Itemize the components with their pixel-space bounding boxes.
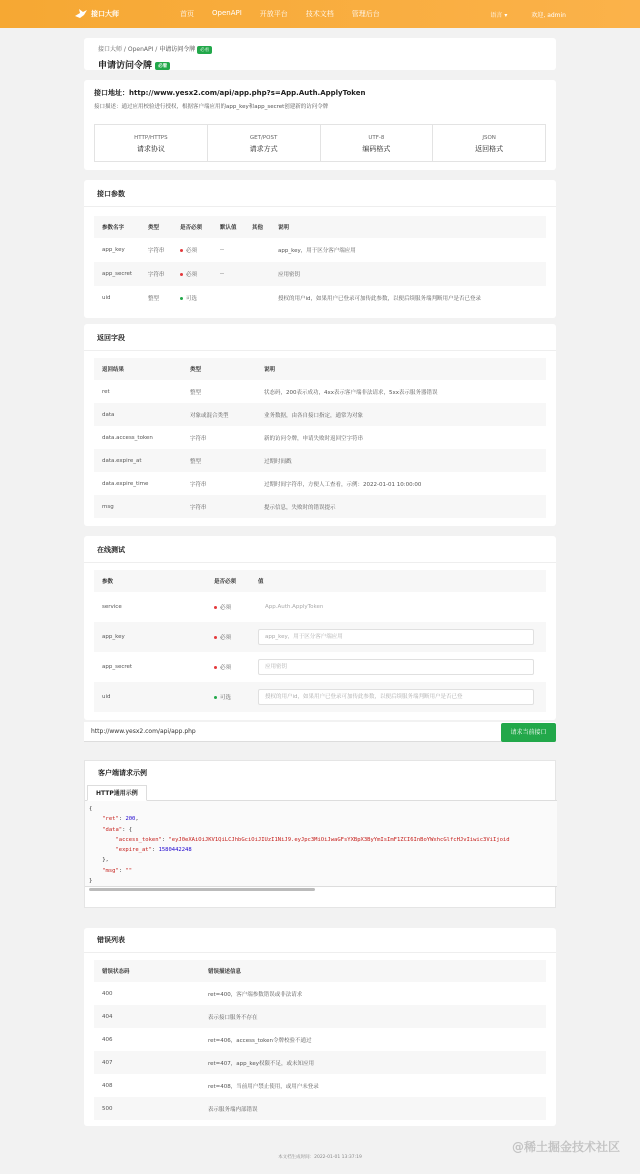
field-name: data.access_token <box>102 434 153 441</box>
nav-admin[interactable]: 管理后台 <box>351 10 380 18</box>
errors-table <box>94 960 546 1120</box>
optional-label: 可选 <box>186 296 198 302</box>
field-name: data <box>94 403 182 426</box>
table-row <box>94 472 546 495</box>
error-code: 400 <box>102 990 113 997</box>
params-table <box>94 216 546 310</box>
code-block: { "ret": 200, "data": { "access_token": "eyJ0eXAiOiJKV1QiLCJhbGciOiJIUzI1NiJ9.eyJpc3MiOiJwaGFsYXBpX3ByYmIsImF1ZCI6InBoYWxhcGlfcHJvIiwic3ViIjoid "expire_at": 1580442248 }, "msg": "" } <box>85 801 557 887</box>
nav-openapi[interactable]: OpenAPI <box>212 9 242 17</box>
col-header: 参数名字 <box>94 216 140 238</box>
optional-dot-icon <box>214 696 217 699</box>
params-card <box>84 180 556 318</box>
table-row <box>94 426 546 449</box>
main-nav <box>180 9 398 19</box>
required-label: 必须 <box>220 605 232 611</box>
client-example-card <box>84 760 556 908</box>
caret-down-icon: ▾ <box>504 12 508 19</box>
divider <box>84 206 556 207</box>
error-desc: 表示服务端内部错误 <box>200 1097 546 1120</box>
field-name: data.expire_at <box>94 449 182 472</box>
code-expire-at: 1580442248 <box>158 847 192 854</box>
col-header: 返回结果 <box>94 358 182 380</box>
field-desc: 提示信息，失败时的错误提示 <box>256 495 546 518</box>
breadcrumb-badge: 必看 <box>197 46 212 54</box>
col-header: 类型 <box>182 358 256 380</box>
code-msg: "" <box>125 867 133 874</box>
field-name: data.expire_time <box>102 480 149 487</box>
test-row-app-secret <box>94 652 546 682</box>
col-header: 参数 <box>94 570 206 592</box>
required-label: 必须 <box>220 665 232 671</box>
table-row <box>94 380 546 403</box>
table-row <box>94 1028 546 1051</box>
bird-logo-icon <box>74 8 88 19</box>
test-required <box>206 592 250 622</box>
divider <box>84 952 556 953</box>
tab-http-example[interactable]: HTTP通用示例 <box>87 785 147 801</box>
param-type: 整型 <box>148 296 160 302</box>
divider <box>84 562 556 563</box>
table-row <box>94 449 546 472</box>
errors-title: 错误列表 <box>97 936 125 944</box>
required-dot-icon <box>214 606 217 609</box>
request-url-input[interactable]: http://www.yesx2.com/api/app.php <box>91 728 196 735</box>
title-badge: 必看 <box>155 62 170 70</box>
col-header: 类型 <box>140 216 172 238</box>
field-desc: 过期时间字符串，方便人工查看，示例：2022-01-01 10:00:00 <box>264 481 422 488</box>
error-desc: ret=400，客户端参数错误或非法请求 <box>208 991 303 998</box>
app-secret-value <box>250 652 546 682</box>
param-required <box>172 286 212 310</box>
encoding-box: UTF-8 编码格式 <box>321 125 434 161</box>
breadcrumb-openapi[interactable]: OpenAPI <box>127 46 154 53</box>
param-default <box>212 286 244 310</box>
table-header <box>94 358 546 380</box>
error-code: 408 <box>102 1082 113 1089</box>
table-header <box>94 960 546 982</box>
error-desc: ret=408，当前用户禁止使用，或用户未登录 <box>208 1083 319 1090</box>
error-code: 406 <box>102 1036 113 1043</box>
col-header: 是否必须 <box>206 570 250 592</box>
table-row <box>94 1051 546 1074</box>
col-header: 默认值 <box>212 216 244 238</box>
logo[interactable] <box>74 8 119 19</box>
online-test-card <box>84 536 556 720</box>
returns-card <box>84 324 556 526</box>
test-table <box>94 570 546 712</box>
col-header: 错误状态码 <box>94 960 200 982</box>
endpoint-url: 接口地址：http://www.yesx2.com/api/app.php?s=App.Auth.ApplyToken <box>94 89 366 97</box>
welcome-user[interactable]: 欢迎, admin <box>531 12 566 19</box>
field-desc: 业务数据，由各自接口指定，通常为对象 <box>256 403 546 426</box>
field-type: 对象或混合类型 <box>182 403 256 426</box>
param-desc: 授权的用户id，如果用户已登录可加传此参数，以便后续服务端判断用户是否已登录 <box>278 296 482 302</box>
footer-generated-time: 本文档生成时间：2022-01-01 13:37:19 <box>278 1155 362 1160</box>
param-other <box>244 238 270 262</box>
table-header <box>94 570 546 592</box>
optional-dot-icon <box>180 297 183 300</box>
param-name: uid <box>102 295 111 301</box>
table-row <box>94 1005 546 1028</box>
test-row-uid <box>94 682 546 712</box>
logo-text: 接口大师 <box>91 9 119 18</box>
code-tabs <box>85 785 557 801</box>
col-header: 是否必须 <box>172 216 212 238</box>
param-desc: 应用密钥 <box>270 262 546 286</box>
table-row <box>94 495 546 518</box>
param-other <box>244 262 270 286</box>
table-row <box>94 1097 546 1120</box>
test-required <box>206 622 250 652</box>
param-required <box>172 238 212 262</box>
error-desc: 表示接口服务不存在 <box>200 1005 546 1028</box>
required-dot-icon <box>214 636 217 639</box>
table-row <box>94 1074 546 1097</box>
field-type: 字符串 <box>182 495 256 518</box>
required-label: 必须 <box>220 635 232 641</box>
returns-table <box>94 358 546 518</box>
field-name: ret <box>102 388 110 395</box>
errors-card <box>84 928 556 1126</box>
error-code: 500 <box>94 1097 200 1120</box>
param-name: app_key <box>102 247 125 253</box>
field-type: 整型 <box>182 449 256 472</box>
protocol-box: HTTP/HTTPS 请求协议 <box>95 125 208 161</box>
error-code: 404 <box>94 1005 200 1028</box>
request-url-bar <box>84 722 556 742</box>
format-box: JSON 返回格式 <box>475 135 504 153</box>
required-dot-icon <box>214 666 217 669</box>
optional-label: 可选 <box>220 695 232 701</box>
table-header <box>94 216 546 238</box>
param-other <box>244 286 270 310</box>
table-row <box>94 286 546 310</box>
col-header: 说明 <box>256 358 546 380</box>
service-value <box>250 592 546 622</box>
code-access-token: "eyJ0eXAiOiJKV1QiLCJhbGciOiJIUzI1NiJ9.eyJpc3MiOiJwaGFsYXBpX3ByYmIsImF1ZCI6InBoYWxhcGlfcHJvIiwic3ViIjoid <box>168 836 510 843</box>
endpoint-card <box>84 80 556 170</box>
field-desc: 新的访问令牌，申请失败时返回空字符串 <box>264 435 364 442</box>
breadcrumb: 接口大师 / OpenAPI / 申请访问令牌 必看 <box>98 44 212 54</box>
table-row <box>94 982 546 1005</box>
app-key-value <box>250 622 546 652</box>
col-header: 错误描述信息 <box>200 960 546 982</box>
test-row-app-key <box>94 622 546 652</box>
horizontal-scrollbar[interactable] <box>89 888 315 891</box>
field-type: 字符串 <box>190 435 207 442</box>
col-header: 值 <box>250 570 546 592</box>
app-secret-input[interactable]: 应用密钥 <box>258 659 534 675</box>
test-required <box>206 682 250 712</box>
page-title: 申请访问令牌 <box>98 61 153 71</box>
method-box: GET/POST 请求方式 <box>208 125 321 161</box>
table-row <box>94 262 546 286</box>
page-title-row <box>98 58 170 71</box>
error-desc: ret=407，app_key权限不足，或未知应用 <box>200 1051 546 1074</box>
params-title: 接口参数 <box>97 190 125 198</box>
col-header: 其他 <box>244 216 270 238</box>
field-type: 字符串 <box>190 481 207 488</box>
client-title: 客户端请求示例 <box>98 769 147 777</box>
test-param-name: app_secret <box>102 664 133 670</box>
param-name: app_secret <box>94 262 140 286</box>
test-param-name: service <box>102 604 122 610</box>
test-required <box>206 652 250 682</box>
table-row <box>94 238 546 262</box>
code-ret: 200 <box>125 816 136 823</box>
returns-title: 返回字段 <box>97 334 125 342</box>
service-input: App.Auth.ApplyToken <box>265 604 324 610</box>
breadcrumb-home[interactable]: 接口大师 <box>98 46 123 53</box>
endpoint-description: 接口描述：通过应用校验进行授权，根据客户端应用的app_key和app_secret创建新的访问令牌 <box>94 104 329 110</box>
required-label: 必须 <box>186 248 198 254</box>
param-type: 字符串 <box>148 248 165 254</box>
test-title: 在线测试 <box>97 546 125 554</box>
required-dot-icon <box>180 273 183 276</box>
required-label: 必须 <box>186 272 198 278</box>
param-desc: app_key，用于区分客户端应用 <box>278 248 356 254</box>
field-desc: 状态码，200表示成功，4xx表示客户端非法请求，5xx表示服务器错误 <box>264 389 438 396</box>
divider <box>84 350 556 351</box>
nav-docs[interactable]: 技术文档 <box>305 10 334 18</box>
param-type: 字符串 <box>140 262 172 286</box>
field-desc: 过期时间戳 <box>256 449 546 472</box>
language-dropdown[interactable]: 语言 ▾ <box>490 12 508 19</box>
test-param-name: uid <box>94 682 206 712</box>
title-card <box>84 38 556 70</box>
nav-open-platform[interactable]: 开放平台 <box>259 10 288 18</box>
required-dot-icon <box>180 249 183 252</box>
send-request-button[interactable]: 请求当前接口 <box>501 723 556 742</box>
top-header <box>0 0 640 28</box>
param-required <box>172 262 212 286</box>
test-param-name: app_key <box>94 622 206 652</box>
error-code: 407 <box>94 1051 200 1074</box>
table-row <box>94 403 546 426</box>
col-header: 说明 <box>270 216 546 238</box>
watermark: @稀土掘金技术社区 <box>511 1140 620 1154</box>
param-default: -- <box>212 262 244 286</box>
param-default: -- <box>220 247 224 253</box>
error-desc: ret=406，access_token令牌校验不通过 <box>208 1037 312 1044</box>
field-type: 整型 <box>190 389 202 396</box>
app-key-input[interactable]: app_key，用于区分客户端应用 <box>258 629 534 645</box>
test-row-service <box>94 592 546 622</box>
nav-home[interactable]: 首页 <box>180 10 194 18</box>
uid-input[interactable]: 授权的用户id，如果用户已登录可加传此参数，以便后续服务端判断用户是否已登 <box>258 689 534 705</box>
info-boxes <box>94 124 546 162</box>
field-name: msg <box>94 495 182 518</box>
uid-value <box>250 682 546 712</box>
breadcrumb-current: 申请访问令牌 <box>159 46 196 53</box>
